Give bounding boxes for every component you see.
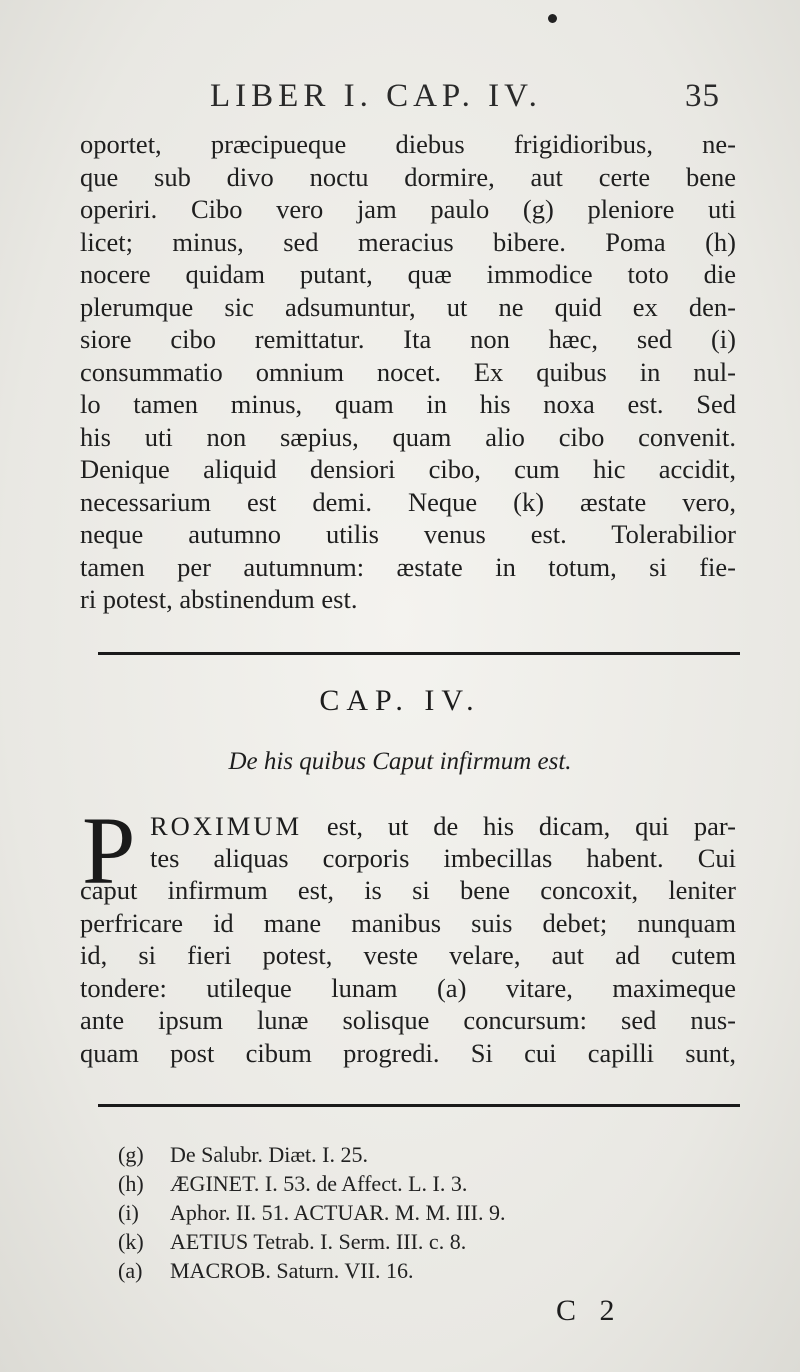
footnote-text: AETIUS Tetrab. I. Serm. III. c. 8. bbox=[170, 1229, 467, 1254]
text-line: Denique aliquid densiori cibo, cum hic accidit, bbox=[80, 454, 736, 484]
text-line: tondere: utileque lunam (a) vitare, maximeque bbox=[80, 972, 736, 1003]
footnote-text: MACROB. Saturn. VII. 16. bbox=[170, 1258, 414, 1283]
footnote bbox=[118, 1169, 738, 1198]
text-line: tes aliquas corporis imbecillas habent. Cui bbox=[150, 843, 736, 873]
text-fragment: est, ut de his dicam, qui par- bbox=[326, 811, 737, 841]
paragraph-continued bbox=[80, 128, 736, 616]
text-line: lo tamen minus, quam in his noxa est. Sed bbox=[80, 389, 736, 419]
drop-cap: P bbox=[82, 797, 136, 904]
text-line: siore cibo remittatur. Ita non hæc, sed (i) bbox=[80, 324, 736, 354]
text-line: que sub divo noctu dormire, aut certe bene bbox=[80, 161, 736, 192]
section-rule bbox=[98, 652, 740, 655]
footnotes bbox=[118, 1140, 738, 1285]
smallcaps-word: ROXIMUM bbox=[150, 811, 303, 841]
running-head bbox=[210, 78, 770, 115]
page-number: 35 bbox=[685, 78, 720, 114]
footnote-mark: (k) bbox=[118, 1229, 144, 1254]
text-line: licet; minus, sed meracius bibere. Poma (h) bbox=[80, 226, 736, 257]
text-line: ante ipsum lunæ solisque concursum: sed nus- bbox=[80, 1005, 736, 1035]
footnote-text: ÆGINET. I. 53. de Affect. L. I. 3. bbox=[170, 1171, 468, 1196]
chapter-heading: CAP. IV. bbox=[319, 684, 481, 717]
footnote-mark: (a) bbox=[118, 1258, 143, 1283]
text-line: id, si fieri potest, veste velare, aut ad cutem bbox=[80, 940, 736, 970]
signature-mark: C 2 bbox=[556, 1294, 623, 1327]
chapter-subtitle: De his quibus Caput infirmum est. bbox=[228, 748, 572, 775]
footnote bbox=[118, 1227, 738, 1256]
footnote bbox=[118, 1198, 738, 1227]
text-line: nocere quidam putant, quæ immodice toto die bbox=[80, 259, 736, 289]
running-head-title: LIBER I. CAP. IV. bbox=[210, 78, 542, 114]
footnote-rule bbox=[98, 1104, 740, 1107]
ink-dot bbox=[548, 14, 557, 23]
footnote-mark: (g) bbox=[118, 1142, 144, 1167]
text-line: neque autumno utilis venus est. Tolerabilior bbox=[80, 519, 736, 549]
text-line: caput infirmum est, is si bene concoxit, leniter bbox=[80, 875, 736, 905]
text-line: consummatio omnium nocet. Ex quibus in nul- bbox=[80, 356, 736, 387]
text-line: oportet, præcipueque diebus frigidioribus, ne- bbox=[80, 129, 736, 159]
text-line: operiri. Cibo vero jam paulo (g) pleniore uti bbox=[80, 194, 736, 224]
text-line: perfricare id mane manibus suis debet; nunquam bbox=[80, 907, 736, 938]
footnote-text: Aphor. II. 51. ACTUAR. M. M. III. 9. bbox=[170, 1200, 506, 1225]
text-line: plerumque sic adsumuntur, ut ne quid ex den- bbox=[80, 291, 736, 322]
footnote-mark: (h) bbox=[118, 1171, 144, 1196]
paragraph-chapter bbox=[80, 874, 736, 1069]
footnote-mark: (i) bbox=[118, 1200, 139, 1225]
text-line: his uti non sæpius, quam alio cibo convenit. bbox=[80, 421, 736, 452]
text-line: tamen per autumnum: æstate in totum, si fie- bbox=[80, 551, 736, 582]
text-line: ri potest, abstinendum est. bbox=[80, 584, 358, 614]
text-line: quam post cibum progredi. Si cui capilli sunt, bbox=[80, 1037, 736, 1068]
footnote bbox=[118, 1140, 738, 1169]
text-line bbox=[150, 810, 736, 843]
footnote bbox=[118, 1256, 738, 1285]
text-line: necessarium est demi. Neque (k) æstate vero, bbox=[80, 486, 736, 517]
footnote-text: De Salubr. Diæt. I. 25. bbox=[170, 1142, 368, 1167]
